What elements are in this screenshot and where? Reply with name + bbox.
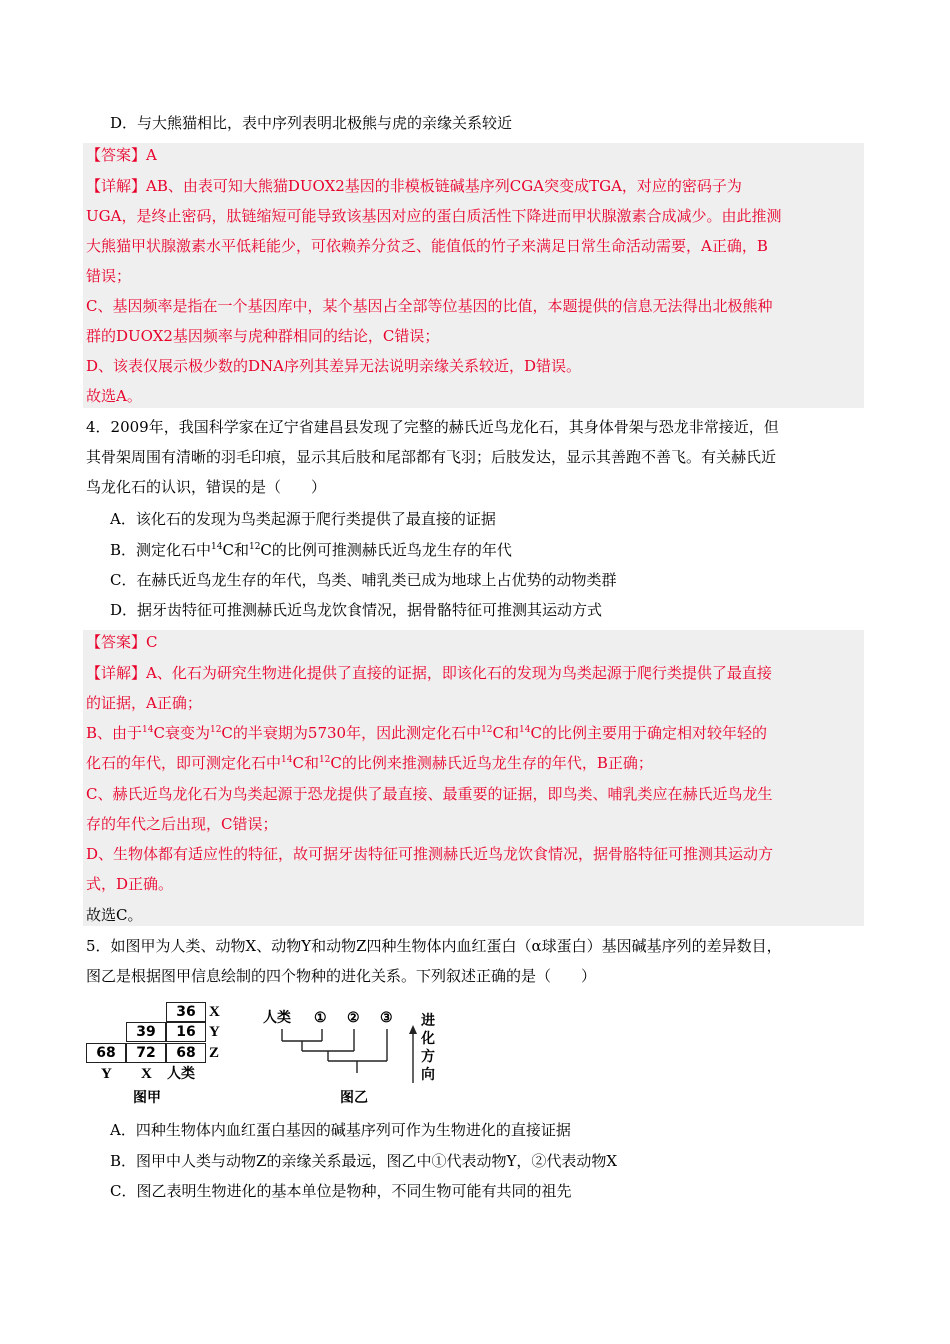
table-cell: 39: [126, 1022, 166, 1042]
table-cell: 68: [166, 1043, 206, 1063]
q5-stem: 5．如图甲为人类、动物Ⅹ、动物Y和动物Z四种生物体内血红蛋白（α球蛋白）基因碱基序列的差异数目，: [86, 937, 782, 955]
q4-stem: 鸟龙化石的认识，错误的是（ ）: [86, 478, 327, 496]
q3-option-d: D．与大熊猫相比，表中序列表明北极熊与虎的亲缘关系较近: [110, 114, 513, 132]
detail-label: 【详解】: [86, 177, 147, 195]
table-cell: 72: [126, 1043, 166, 1063]
q3-detail-line: C、基因频率是指在一个基因库中，某个基因占全部等位基因的比值，本题提供的信息无法得出北极熊种: [86, 297, 773, 315]
answer-value: A: [146, 146, 157, 164]
q4-option-d: D．据牙齿特征可推测赫氏近鸟龙饮食情况，据骨骼特征可推测其运动方式: [110, 601, 603, 619]
q5-option-c: C．图乙表明生物进化的基本单位是物种，不同生物可能有共同的祖先: [110, 1182, 572, 1200]
detail-label: 【详解】: [86, 664, 147, 682]
q4-conclusion: 故选C。: [86, 906, 143, 924]
arrow-label: 进 化 方 向: [421, 1013, 435, 1083]
q4-detail-line: C、赫氏近鸟龙化石为鸟类起源于恐龙提供了最直接、最重要的证据，即鸟类、哺乳类应在赫氏近鸟龙生: [86, 785, 773, 803]
figure-caption: 图甲: [133, 1090, 161, 1106]
row-label: X: [209, 1004, 220, 1020]
q4-option-c: C．在赫氏近鸟龙生存的年代，鸟类、哺乳类已成为地球上占优势的动物类群: [110, 571, 617, 589]
q4-detail-line: B、由于$^{14}$C衰变为$^{12}$C的半衰期为5730年，因此测定化石中$^{12}$C和$^{14}$C的比例主要用于确定相对较年轻的: [86, 724, 767, 742]
q4-stem: 其骨架周围有清晰的羽毛印痕，显示其后肢和尾部都有飞羽；后肢发达，显示其善跑不善飞。有关赫氏近: [86, 448, 777, 466]
q3-detail-line: 群的DUOX2基因频率与虎种群相同的结论，C错误；: [86, 327, 440, 345]
table-cell: 16: [166, 1022, 206, 1042]
q3-detail-line: D、该表仅展示极少数的DNA序列其差异无法说明亲缘关系较近，D错误。: [86, 357, 582, 375]
taxon-label: ①: [314, 1010, 327, 1026]
col-label: Y: [101, 1066, 112, 1082]
q4-stem: 4．2009年，我国科学家在辽宁省建昌县发现了完整的赫氏近鸟龙化石，其身体骨架与恐龙非常接近，但: [86, 418, 779, 436]
q3-detail-line: UGA，是终止密码，肽链缩短可能导致该基因对应的蛋白质活性下降进而甲状腺激素合成减少。由此推测: [86, 207, 782, 225]
q5-stem: 图乙是根据图甲信息绘制的四个物种的进化关系。下列叙述正确的是（ ）: [86, 967, 597, 985]
q4-detail-line: 存的年代之后出现，C错误；: [86, 815, 278, 833]
taxon-label: ②: [347, 1010, 360, 1026]
q5-option-a: A．四种生物体内血红蛋白基因的碱基序列可作为生物进化的直接证据: [110, 1121, 571, 1139]
q4-answer: [86, 632, 158, 652]
q4-detail-line: 【详解】A、化石为研究生物进化提供了直接的证据，即该化石的发现为鸟类起源于爬行类提供了最直接: [86, 664, 772, 682]
q4-detail-line: D、生物体都有适应性的特征，故可据牙齿特征可推测赫氏近鸟龙饮食情况，据骨胳特征可推测其运动方: [86, 845, 774, 863]
row-label: Z: [209, 1045, 220, 1061]
q3-answer: [86, 145, 157, 165]
q3-detail-line: 【详解】AB、由表可知大熊猫DUOX2基因的非模板链碱基序列CGA突变成TGA，对应的密码子为: [86, 177, 742, 195]
q4-detail-line: 的证据，A正确；: [86, 694, 202, 712]
q3-conclusion: 故选A。: [86, 387, 142, 405]
q4-option-b: B．测定化石中$^{14}$C和$^{12}$C的比例可推测赫氏近鸟龙生存的年代: [110, 541, 512, 559]
table-cell: 68: [86, 1043, 126, 1063]
phylogenetic-tree: [270, 1025, 420, 1085]
q4-detail-line: 式，D正确。: [86, 875, 174, 893]
answer-label: 【答案】: [86, 633, 147, 651]
col-label: 人类: [167, 1066, 195, 1082]
taxon-label: ③: [380, 1010, 393, 1026]
col-label: X: [141, 1066, 152, 1082]
figure-caption: 图乙: [340, 1090, 368, 1106]
answer-value: C: [146, 633, 158, 651]
table-cell: 36: [166, 1002, 206, 1022]
q3-detail-line: 错误；: [86, 267, 132, 285]
q3-detail-line: 大熊猫甲状腺激素水平低耗能少，可依赖养分贫乏、能值低的竹子来满足日常生命活动需要，A正确，B: [86, 237, 768, 255]
q4-detail-line: 化石的年代，即可测定化石中$^{14}$C和$^{12}$C的比例来推测赫氏近鸟龙生存的年代，B正确；: [86, 754, 653, 772]
row-label: Y: [209, 1024, 220, 1040]
q5-option-b: B．图甲中人类与动物Z的亲缘关系最远，图乙中①代表动物Y，②代表动物X: [110, 1152, 618, 1170]
q4-option-a: A．该化石的发现为鸟类起源于爬行类提供了最直接的证据: [110, 510, 496, 528]
answer-label: 【答案】: [86, 146, 147, 164]
arrow-up-icon: [409, 1025, 417, 1034]
taxon-label: 人类: [263, 1010, 291, 1026]
